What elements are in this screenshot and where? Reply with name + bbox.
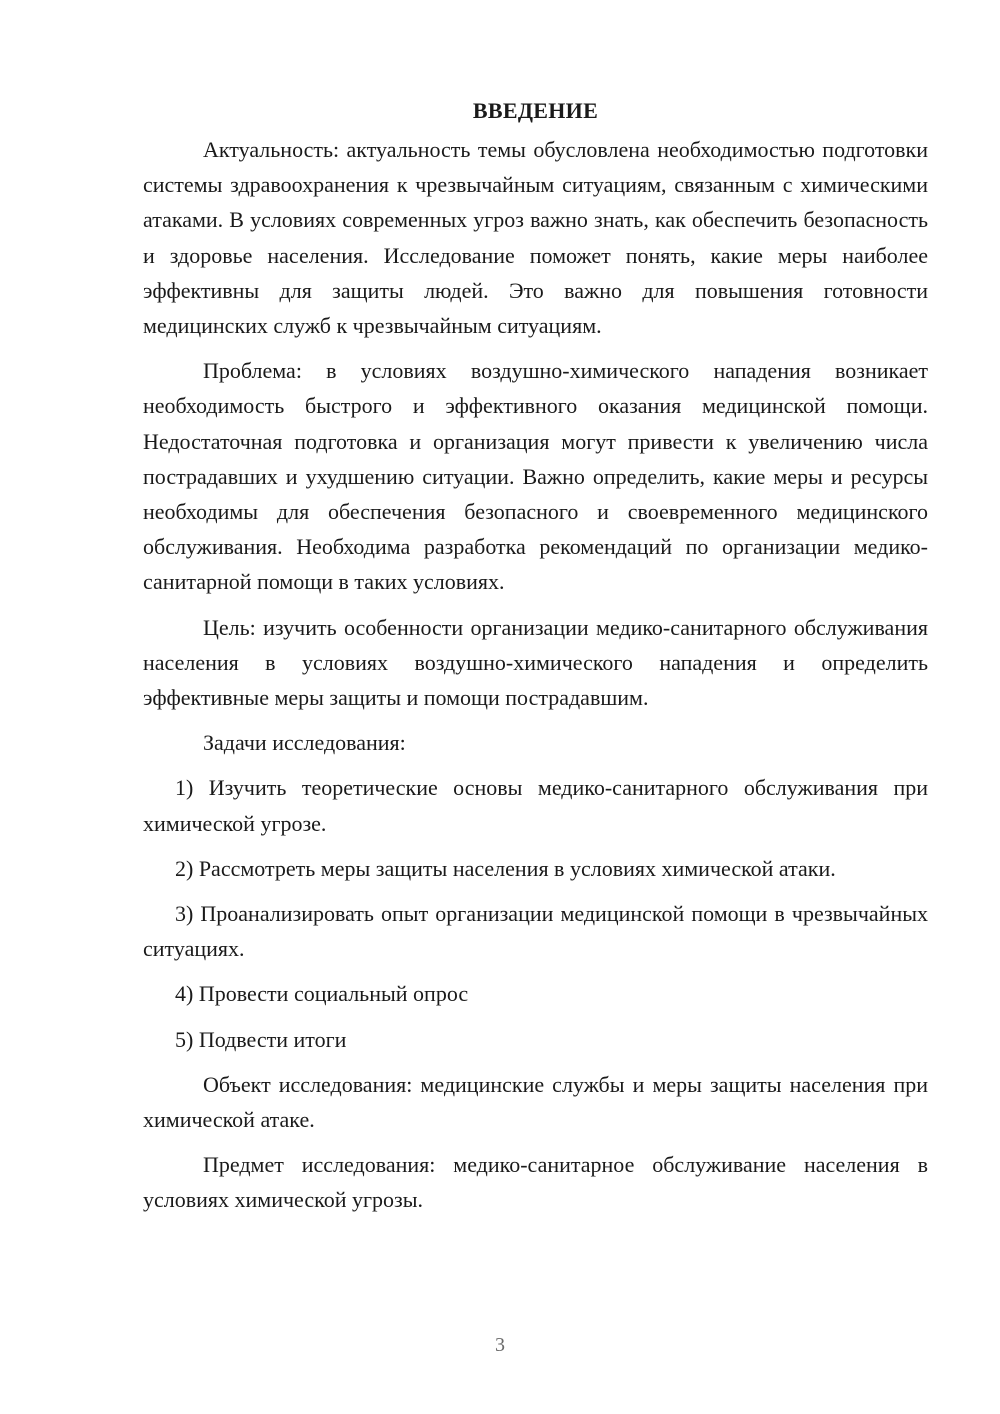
- page-number: 3: [495, 1334, 505, 1356]
- goal-paragraph: Цель: изучить особенности организации медико-санитарного обслуживания населения в условиях воздушно-химического нападения и определить эффективные меры защиты и помощи пострадавшим.: [143, 614, 928, 711]
- task-item-2: 2) Рассмотреть меры защиты населения в условиях химической атаки.: [175, 855, 836, 881]
- task-item-3: 3) Проанализировать опыт организации медицинской помощи в чрезвычайных ситуациях.: [143, 901, 928, 962]
- object-paragraph: Объект исследования: медицинские службы и меры защиты населения при химической атаке.: [143, 1071, 928, 1133]
- subject-paragraph: Предмет исследования: медико-санитарное обслуживание населения в условиях химической угрозы.: [143, 1152, 928, 1213]
- document-page: [143, 96, 928, 1228]
- relevance-paragraph: Актуальность: актуальность темы обусловлена необходимостью подготовки системы здравоохранения к чрезвычайным ситуациям, связанным с химическими атаками. В условиях современных угроз важно знать, как обеспечить безопасность и здоровье населения. Исследование поможет понять, какие меры наиболее эффективны для защиты людей. Это важно для повышения готовности медицинских служб к чрезвычайным ситуациям.: [143, 137, 928, 339]
- section-title: ВВЕДЕНИЕ: [472, 98, 599, 123]
- task-item-1: 1) Изучить теоретические основы медико-санитарного обслуживания при химической угрозе.: [143, 775, 928, 836]
- task-item-5: 5) Подвести итоги: [175, 1026, 347, 1052]
- problem-paragraph: Проблема: в условиях воздушно-химического нападения возникает необходимость быстрого и эффективного оказания медицинской помощи. Недостаточная подготовка и организация могут привести к увеличению числа пострадавших и ухудшению ситуации. Важно определить, какие меры и ресурсы необходимы для обеспечения безопасного и своевременного медицинского обслуживания. Необходима разработка рекомендаций по организации медико-санитарной помощи в таких условиях.: [143, 358, 928, 595]
- tasks-heading: Задачи исследования:: [203, 730, 406, 756]
- task-item-4: 4) Провести социальный опрос: [175, 981, 469, 1007]
